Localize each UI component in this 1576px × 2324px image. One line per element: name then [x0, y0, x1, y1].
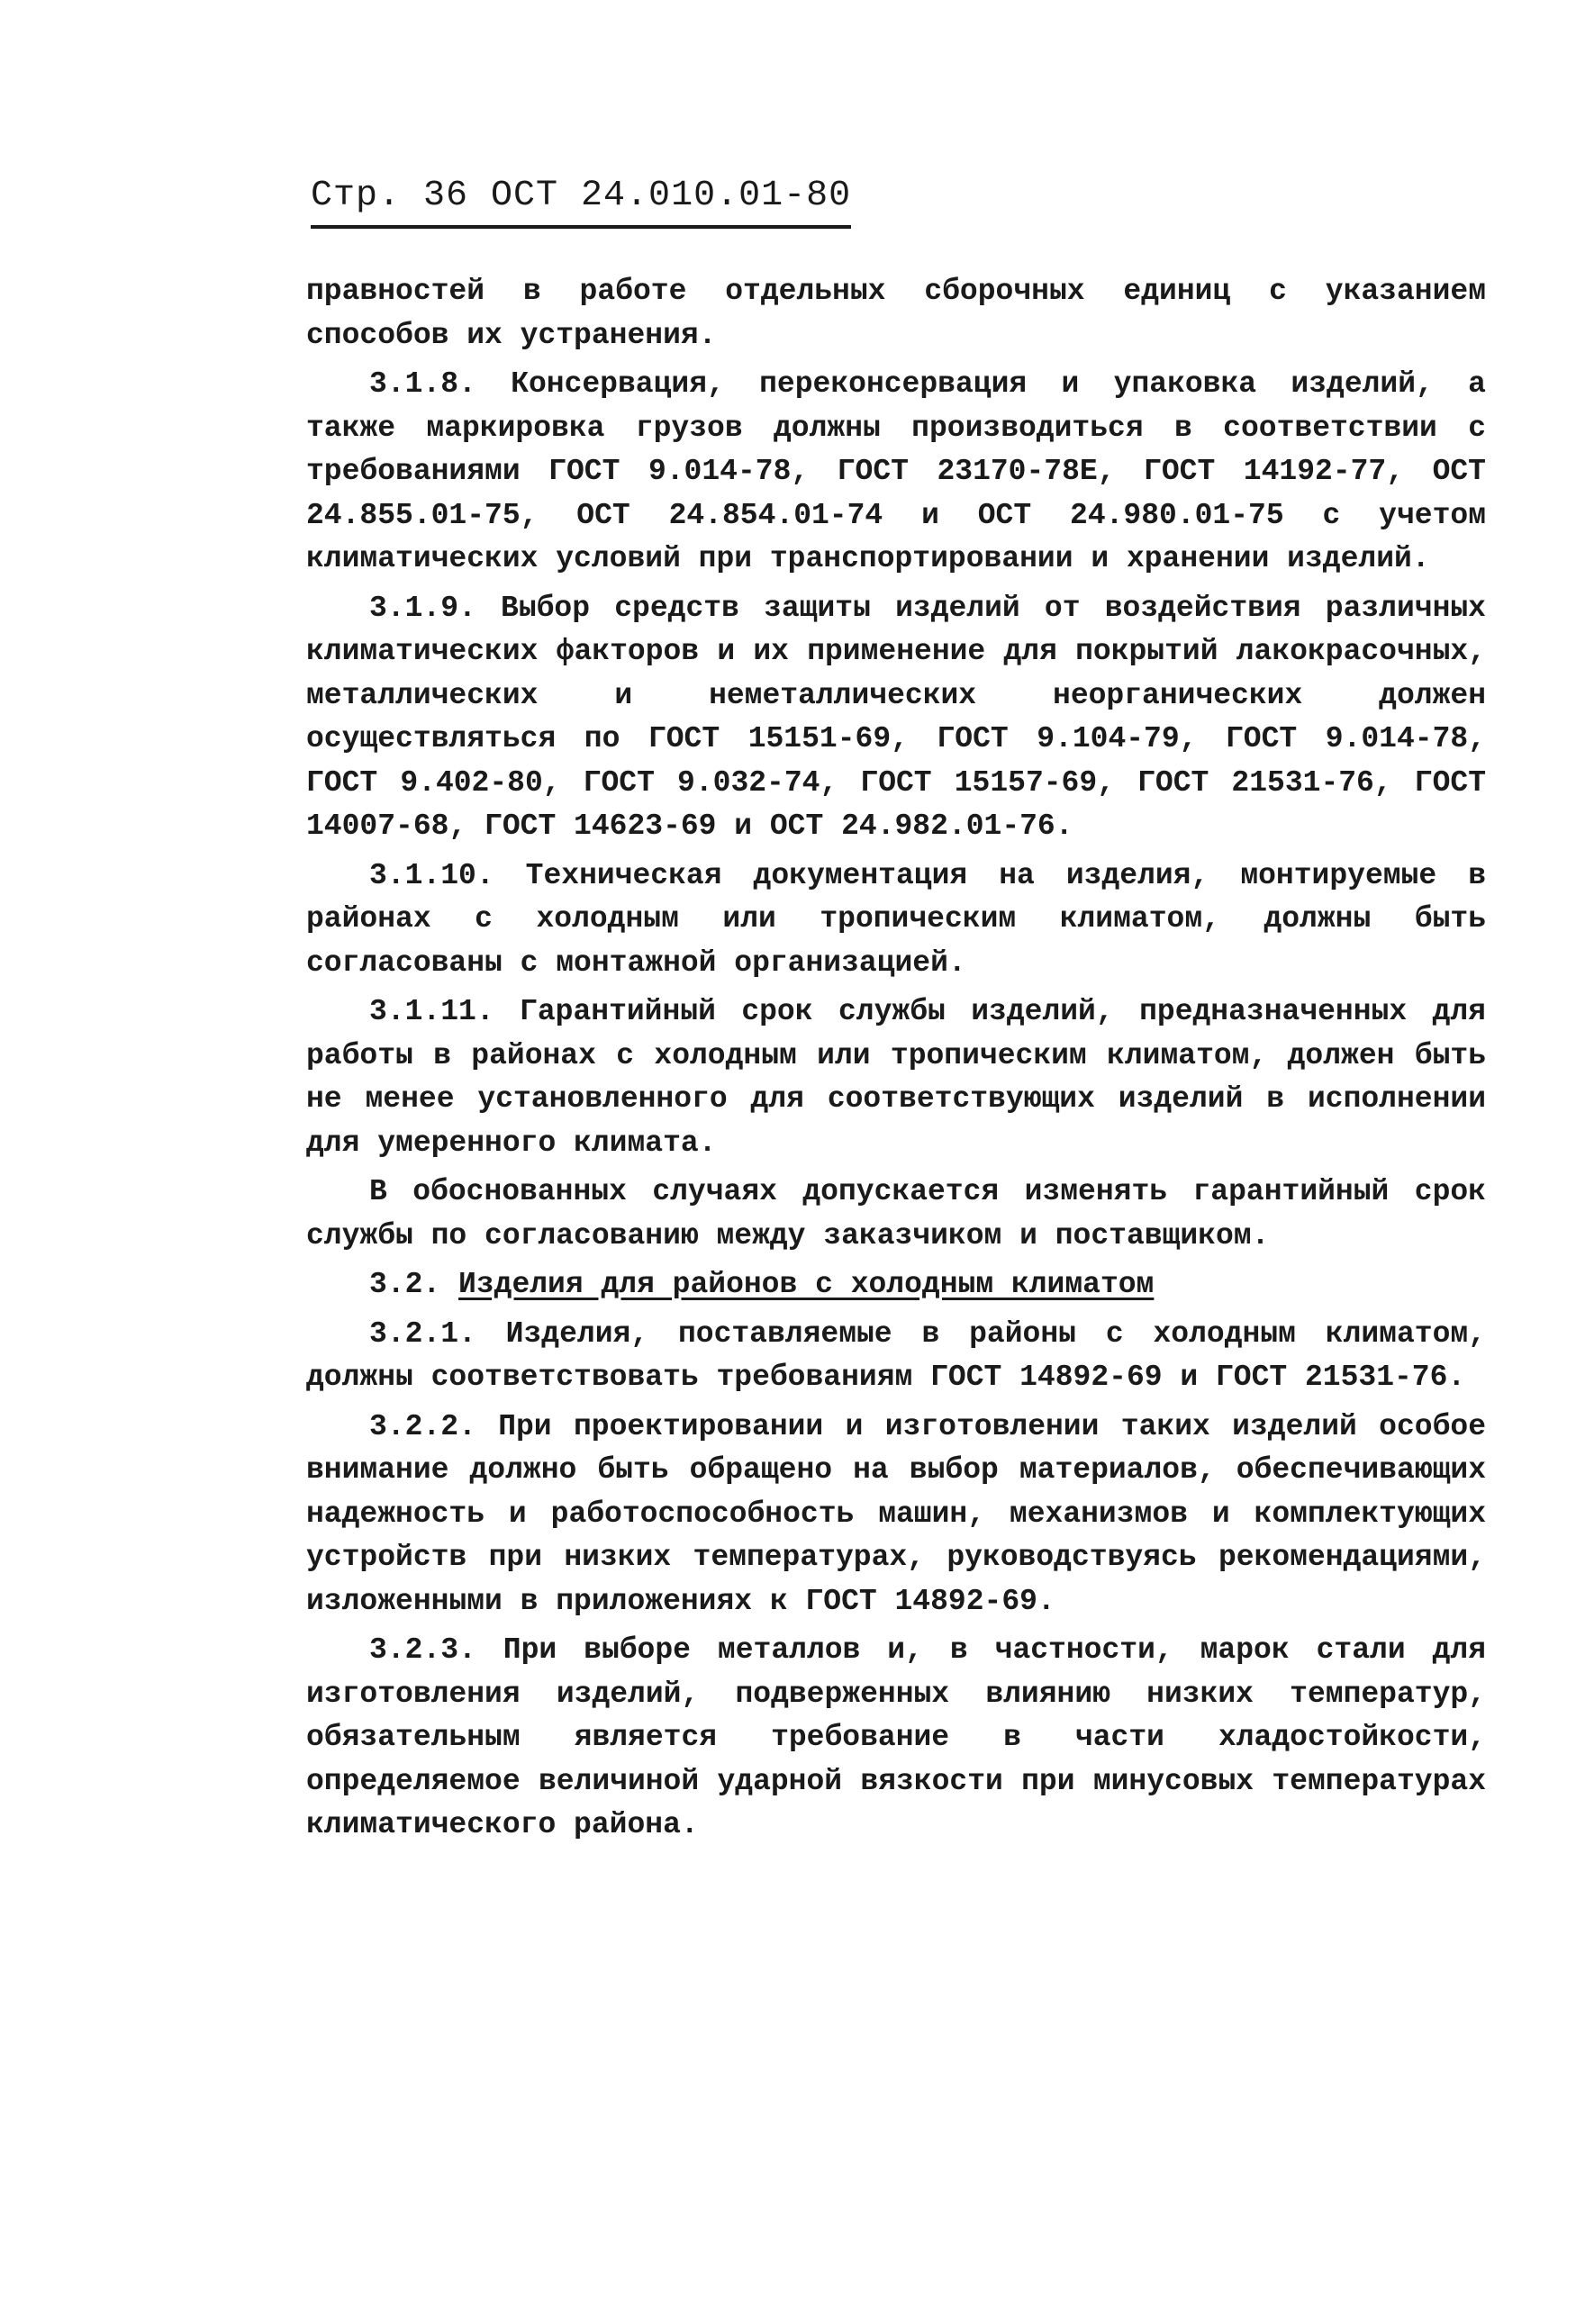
paragraph-3-1-9: 3.1.9. Выбор средств защиты изделий от воздействия различных климатических факторов и их применение для покрытий лакокрасочных, металлических и неметаллических неорганических должен осуществляться по ГОСТ 15151-69, ГОСТ 9.104-79, ГОСТ 9.014-78, ГОСТ 9.402-80, ГОСТ 9.032-74, ГОСТ 15157-69, ГОСТ 21531-76, ГОСТ 14007-68, ГОСТ 14623-69 и ОСТ 24.982.01-76. — [306, 591, 1486, 843]
section-heading-3-2 — [306, 1263, 1486, 1307]
section-number: 3.2. — [369, 1268, 441, 1301]
paragraph-3-2-1: 3.2.1. Изделия, поставляемые в районы с холодным климатом, должны соответствовать требованиям ГОСТ 14892-69 и ГОСТ 21531-76. — [306, 1316, 1486, 1394]
section-title: Изделия для районов с холодным климатом — [458, 1268, 1155, 1301]
paragraph-continuation: правностей в работе отдельных сборочных единиц с указанием способов их устранения. — [306, 275, 1486, 352]
paragraph-3-1-8: 3.1.8. Консервация, переконсервация и упаковка изделий, а также маркировка грузов должны производиться в соответствии с требованиями ГОСТ 9.014-78, ГОСТ 23170-78Е, ГОСТ 14192-77, ОСТ 24.855.01-75, ОСТ 24.854.01-74 и ОСТ 24.980.01-75 с учетом климатических условий при транспортировании и хранении изделий. — [306, 367, 1486, 575]
paragraph-3-2-2: 3.2.2. При проектировании и изготовлении таких изделий особое внимание должно быть обращено на выбор материалов, обеспечивающих надежность и работоспособность машин, механизмов и комплектующих устройств при низких температурах, руководствуясь рекомендациями, изложенными в приложениях к ГОСТ 14892-69. — [306, 1409, 1486, 1618]
paragraph-3-2-3: 3.2.3. При выборе металлов и, в частности, марок стали для изготовления изделий, подверженных влиянию низких температур, обязательным является требование в части хладостойкости, определяемое величиной ударной вязкости при минусовых температурах климатического района. — [306, 1633, 1486, 1841]
paragraph-warranty-note: В обоснованных случаях допускается изменять гарантийный срок службы по согласованию между заказчиком и поставщиком. — [306, 1175, 1486, 1252]
paragraph-3-1-11: 3.1.11. Гарантийный срок службы изделий, предназначенных для работы в районах с холодным или тропическим климатом, должен быть не менее установленного для соответствующих изделий в исполнении для умеренного климата. — [306, 995, 1486, 1160]
paragraph-3-1-10: 3.1.10. Техническая документация на изделия, монтируемые в районах с холодным или тропическим климатом, должны быть согласованы с монтажной организацией. — [306, 858, 1486, 980]
document-body — [306, 270, 1486, 1853]
page-header: Стр. 36 ОСТ 24.010.01-80 — [311, 176, 851, 229]
